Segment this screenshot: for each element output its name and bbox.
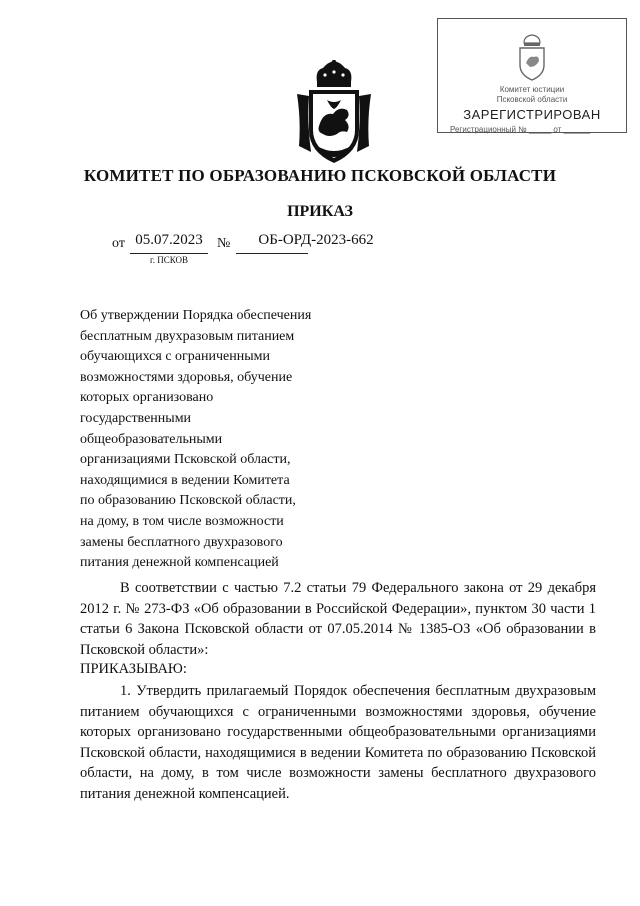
date-prefix: от [112, 236, 125, 251]
order-subject [80, 306, 360, 574]
committee-title: КОМИТЕТ ПО ОБРАЗОВАНИЮ ПСКОВСКОЙ ОБЛАСТИ [83, 166, 557, 185]
stamp-org-line2: Псковской области [496, 95, 568, 104]
subject-line: возможностями здоровья, обучение [80, 369, 293, 385]
subject-line: по образованию Псковской области, [80, 493, 296, 509]
subject-line: обучающихся с ограниченными [80, 349, 270, 365]
subject-line: общеобразовательными [80, 431, 223, 447]
number-underline [236, 253, 308, 254]
registration-stamp [437, 18, 627, 133]
stamp-org-line1: Комитет юстиции [499, 85, 565, 94]
order-title: ПРИКАЗ [287, 203, 353, 220]
order-directive-label: ПРИКАЗЫВАЮ: [80, 661, 187, 677]
subject-line: замены бесплатного двухразового [80, 534, 283, 550]
order-item-1: 1. Утвердить прилагаемый Порядок обеспечения бесплатным двухразовым питанием обучающихся с ограниченными возможностями здоровья, обучение которых организовано государственными общеобразовательными организациями Псковской области, находящимися в ведении Комитета по образованию Псковской области, на дому, в том числе возможности замены бесплатного двухразового питания денежной компенсацией. [80, 683, 596, 802]
stamp-emblem-icon [514, 33, 550, 83]
stamp-registered-label: ЗАРЕГИСТРИРОВАН [463, 107, 601, 122]
order-number: ОБ-ОРД-2023-662 [258, 232, 374, 248]
subject-line: которых организовано [80, 390, 214, 406]
subject-line: Об утверждении Порядка обеспечения [80, 308, 312, 323]
order-date: 05.07.2023 [135, 232, 203, 248]
subject-line: бесплатным двухразовым питанием [80, 328, 295, 344]
city-label: г. ПСКОВ [150, 255, 188, 265]
number-label: № [217, 236, 231, 251]
stamp-registration-number: Регистрационный № _____ от ______ [450, 125, 591, 134]
subject-line: организациями Псковской области, [80, 452, 291, 468]
subject-line: на дому, в том числе возможности [80, 513, 284, 529]
subject-line: питания денежной компенсацией [80, 555, 279, 571]
subject-line: государственными [80, 410, 192, 426]
preamble-paragraph: В соответствии с частью 7.2 статьи 79 Федерального закона от 29 декабря 2012 г. № 273-ФЗ «Об образовании в Российской Федерации», пунктом 30 части 1 статьи 6 Закона Псковской области от 07.05.2014 № 1385-ОЗ «Об образовании в Псковской области»: [80, 580, 596, 658]
coat-of-arms-emblem [295, 60, 373, 168]
subject-line: находящимися в ведении Комитета [80, 472, 290, 488]
date-underline [130, 253, 208, 254]
